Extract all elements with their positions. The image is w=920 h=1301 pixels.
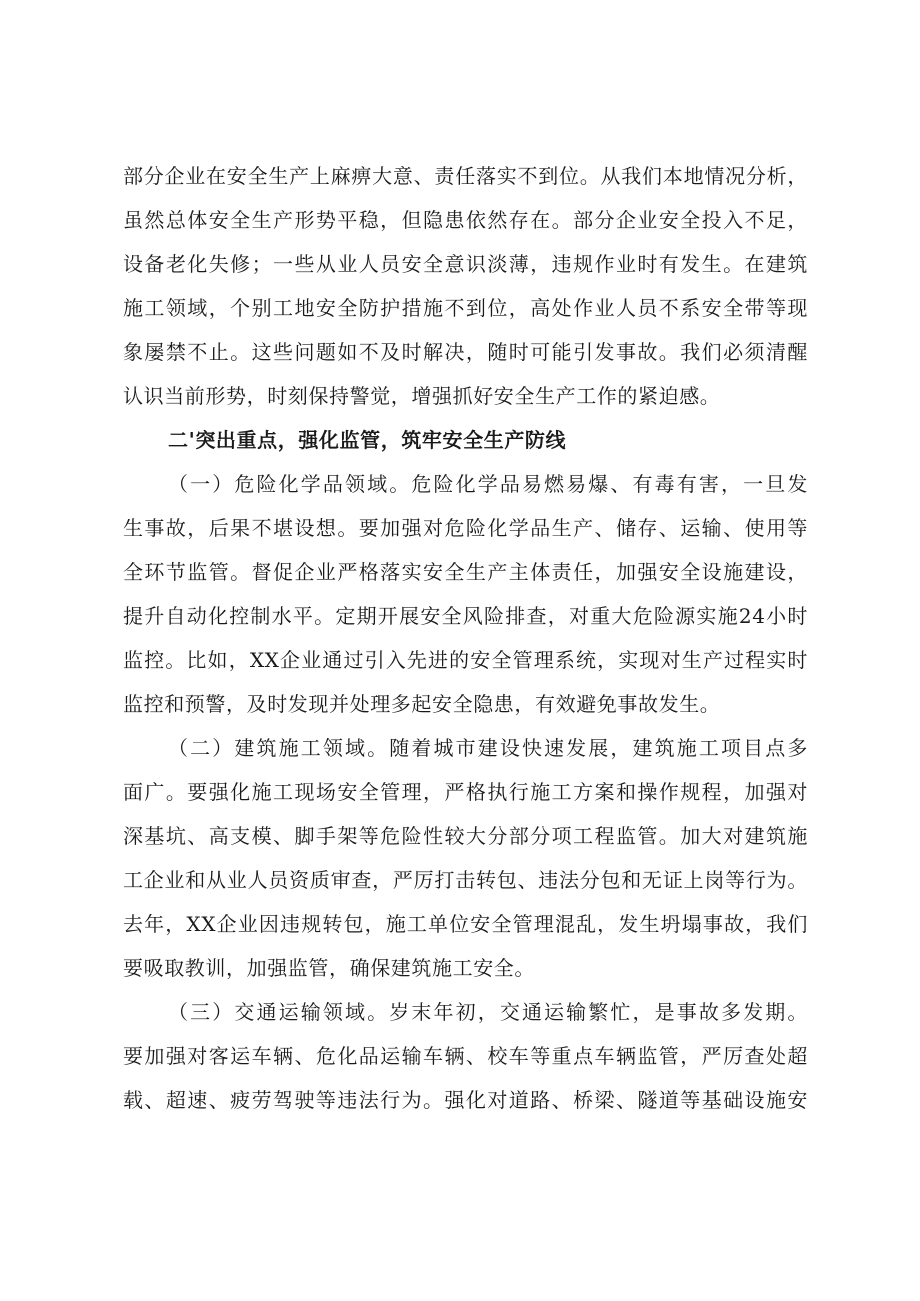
text-line: 要加强对客运车辆、危化品运输车辆、校车等重点车辆监管，严厉查处超 bbox=[123, 1044, 808, 1068]
text-line: 面广。要强化施工现场安全管理，严格执行施工方案和操作规程，加强对 bbox=[123, 780, 808, 804]
text-line: 监控和预警，及时发现并处理多起安全隐患，有效避免事故发生。 bbox=[123, 692, 721, 716]
document-body bbox=[123, 163, 808, 1131]
text-line: 提升自动化控制水平。定期开展安全风险排查，对重大危险源实施24小时 bbox=[123, 604, 808, 628]
text-line: （二）建筑施工领域。随着城市建设快速发展，建筑施工项目点多 bbox=[168, 736, 808, 760]
text-line: 载、超速、疲劳驾驶等违法行为。强化对道路、桥梁、隧道等基础设施安 bbox=[123, 1088, 808, 1112]
text-line: （三）交通运输领域。岁末年初，交通运输繁忙，是事故多发期。 bbox=[168, 1000, 808, 1024]
text-line: 部分企业在安全生产上麻痹大意、责任落实不到位。从我们本地情况分析， bbox=[123, 164, 808, 188]
text-line: 全环节监管。督促企业严格落实安全生产主体责任，加强安全设施建设， bbox=[123, 560, 808, 584]
text-line: 深基坑、高支模、脚手架等危险性较大分部分项工程监管。加大对建筑施 bbox=[123, 824, 808, 848]
text-line: 施工领域，个别工地安全防护措施不到位，高处作业人员不系安全带等现 bbox=[123, 296, 808, 320]
text-line: 去年，XX企业因违规转包，施工单位安全管理混乱，发生坍塌事故，我们 bbox=[123, 912, 808, 936]
text-line: （一）危险化学品领域。危险化学品易燃易爆、有毒有害，一旦发 bbox=[168, 472, 808, 496]
text-line: 象屡禁不止。这些问题如不及时解决，随时可能引发事故。我们必须清醒 bbox=[123, 340, 808, 364]
paragraph bbox=[123, 471, 808, 735]
text-line: 要吸取教训，加强监管，确保建筑施工安全。 bbox=[123, 956, 535, 980]
text-line: 认识当前形势，时刻保持警觉，增强抓好安全生产工作的紧迫感。 bbox=[123, 384, 721, 408]
paragraph bbox=[123, 735, 808, 999]
text-line: 工企业和从业人员资质审查，严厉打击转包、违法分包和无证上岗等行为。 bbox=[123, 868, 808, 892]
text-line: 虽然总体安全生产形势平稳，但隐患依然存在。部分企业安全投入不足， bbox=[123, 208, 808, 232]
paragraph bbox=[123, 999, 808, 1131]
paragraph bbox=[123, 163, 808, 427]
section-heading: 二'突出重点，强化监管，筑牢安全生产防线 bbox=[168, 428, 567, 452]
text-line: 设备老化失修；一些从业人员安全意识淡薄，违规作业时有发生。在建筑 bbox=[123, 252, 808, 276]
text-line: 生事故，后果不堪设想。要加强对危险化学品生产、储存、运输、使用等 bbox=[123, 516, 808, 540]
text-line: 监控。比如，XX企业通过引入先进的安全管理系统，实现对生产过程实时 bbox=[123, 648, 808, 672]
